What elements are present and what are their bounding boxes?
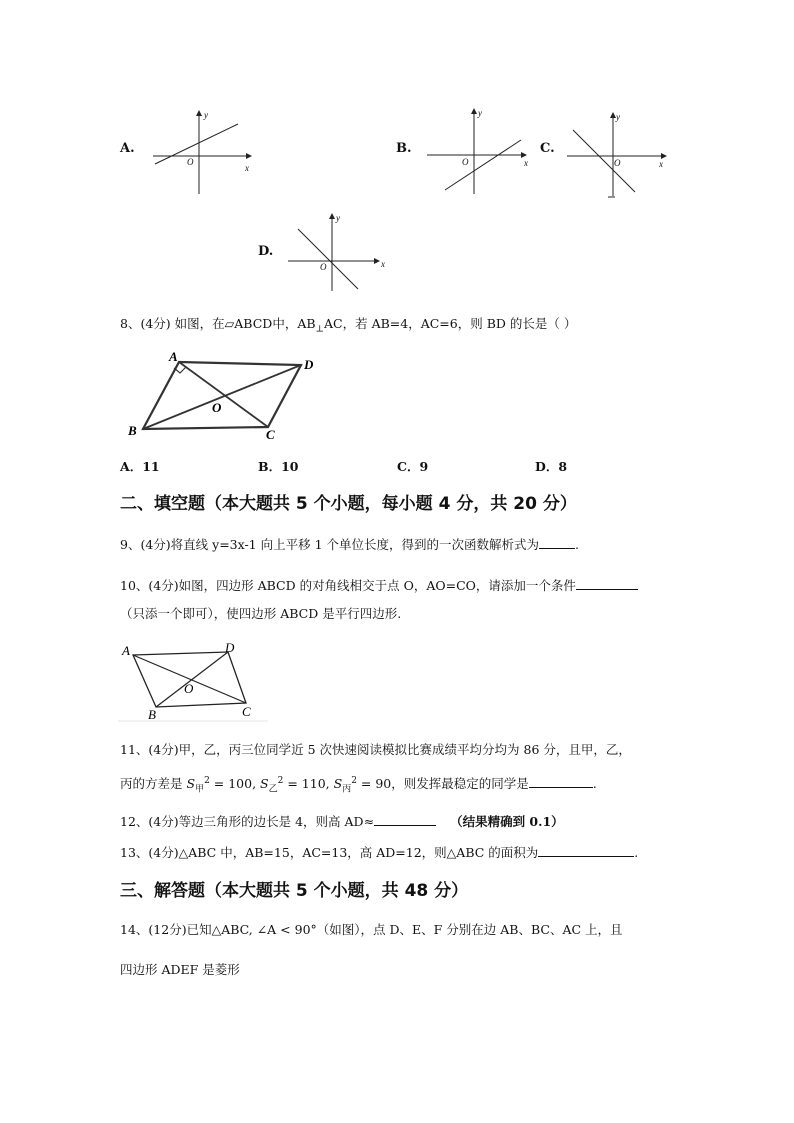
figure-q8-parallelogram xyxy=(118,348,323,440)
graph-option-b xyxy=(425,106,535,198)
function-line xyxy=(155,124,238,164)
answer-blank xyxy=(529,775,593,788)
option-b-label: B. xyxy=(396,141,412,156)
choice-b: B．10 xyxy=(258,459,299,474)
origin-label: O xyxy=(320,262,327,272)
question-10-line2: （只添一个即可），使四边形 ABCD 是平行四边形. xyxy=(120,606,402,621)
section-3-heading: 三、解答题（本大题共 5 个小题，共 48 分） xyxy=(120,881,469,901)
option-d-label: D. xyxy=(258,244,274,259)
answer-blank xyxy=(539,536,575,549)
center-o: O xyxy=(184,681,194,696)
graph-option-a xyxy=(148,108,258,198)
perpendicular-symbol: ⊥ xyxy=(315,324,325,335)
diagonal-bd xyxy=(143,365,301,429)
question-9: 9、(4分)将直线 y=3x-1 向上平移 1 个单位长度，得到的一次函数解析式为 . xyxy=(120,537,579,552)
choice-d: D．8 xyxy=(535,459,568,474)
choice-a: A．11 xyxy=(120,459,160,474)
y-axis-label: y xyxy=(336,213,340,223)
origin-label: O xyxy=(614,158,621,168)
choice-c: C．9 xyxy=(397,459,429,474)
graph-option-c xyxy=(565,110,670,202)
question-13: 13、(4分)△ABC 中，AB=15，AC=13，高 AD=12，则△ABC 的面积为 . xyxy=(120,845,639,860)
option-c-label: C. xyxy=(540,141,555,156)
origin-label: O xyxy=(462,157,469,167)
answer-blank xyxy=(374,813,436,826)
x-axis-label: x xyxy=(524,158,528,168)
question-10-line1: 10、(4分)如图，四边形 ABCD 的对角线相交于点 O，AO=CO，请添加一个条件 xyxy=(120,576,638,594)
vertex-a: A xyxy=(122,643,130,658)
vertex-c: C xyxy=(266,427,275,440)
origin-label: O xyxy=(187,157,194,167)
y-axis-label: y xyxy=(616,112,620,122)
question-8-stem: 8、(4分) 如图，在▱ABCD中，$AB_\perp AC$，若 AB=4，AC=6，则 BD 的长是（ ） xyxy=(120,316,577,335)
question-11-line2: 丙的方差是 $S_甲^2 = 100$, $S_乙^2 = 110$, $S_丙^2 = 90$，则发挥最稳定的同学是 . xyxy=(120,775,597,795)
y-axis-label: y xyxy=(204,110,208,120)
vertex-d: D xyxy=(304,357,314,372)
vertex-b: B xyxy=(148,707,156,722)
question-12: 12、(4分)等边三角形的边长是 4，则高 AD≈ （结果精确到 0.1） xyxy=(120,814,564,829)
vertex-d: D xyxy=(225,640,235,655)
graph-option-d xyxy=(286,211,386,293)
diagonal-ac xyxy=(179,362,268,427)
x-axis-label: x xyxy=(245,163,249,173)
question-11-line1: 11、(4分)甲，乙，丙三位同学近 5 次快速阅读模拟比赛成绩平均分均为 86 分，且甲，乙， xyxy=(120,742,631,757)
x-axis-label: x xyxy=(381,259,385,269)
answer-blank xyxy=(576,577,638,590)
figure-q10-quadrilateral xyxy=(118,640,268,722)
answer-blank xyxy=(538,844,634,857)
center-o: O xyxy=(212,400,222,415)
vertex-c: C xyxy=(242,704,251,719)
option-a-label: A. xyxy=(120,141,135,156)
question-14-line1: 14、(12分)已知△ABC, ∠A < 90°（如图），点 D、E、F 分别在边 AB、BC、AC 上，且 xyxy=(120,922,623,937)
vertex-b: B xyxy=(128,423,137,438)
y-axis-label: y xyxy=(478,108,482,118)
x-axis-label: x xyxy=(659,159,663,169)
section-2-heading: 二、填空题（本大题共 5 个小题，每小题 4 分，共 20 分） xyxy=(120,494,577,514)
question-14-line2: 四边形 ADEF 是菱形 xyxy=(120,962,240,977)
vertex-a: A xyxy=(169,349,178,364)
parallelogram-symbol: ▱ABCD xyxy=(224,316,273,331)
